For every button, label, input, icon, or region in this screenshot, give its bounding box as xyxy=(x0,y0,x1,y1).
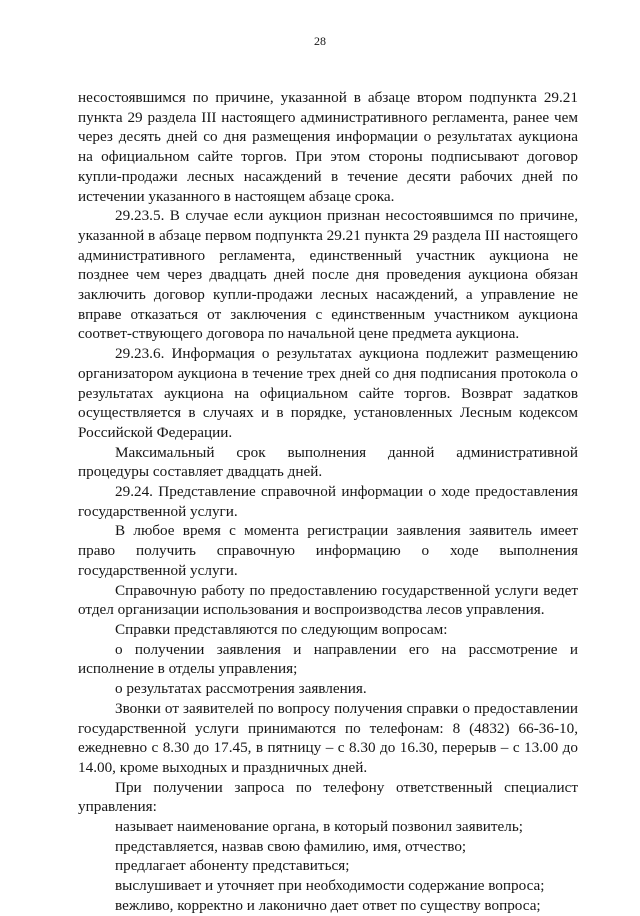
list-item: выслушивает и уточняет при необходимости содержание вопроса; xyxy=(115,877,545,895)
page-number: 28 xyxy=(314,34,326,48)
paragraph-29-24: 29.24. Представление справочной информации о ходе предоставления государственной услуги. xyxy=(78,483,578,520)
paragraph-phone-calls: Звонки от заявителей по вопросу получения справки о предоставлении государственной услуги принимаются по телефонам: 8 (4832) 66-36-10, ежедневно с 8.30 до 17.45, в пятницу – с 8.30 до 16.30, перерыв – с 13.00 до 14.00, кроме выходных и праздничных дней. xyxy=(78,699,578,776)
list-item: предлагает абоненту представиться; xyxy=(115,857,350,875)
paragraph-any-time: В любое время с момента регистрации заявления заявитель имеет право получить справочную информацию о ходе выполнения государственной услуги. xyxy=(78,522,578,579)
paragraph-29-23-5: 29.23.5. В случае если аукцион признан несостоявшимся по причине, указанной в абзаце первом подпункта 29.21 пункта 29 раздела III настоящего административного регламента, единственный участник аукциона не позднее чем через двадцать дней после дня проведения аукциона обязан заключить договор купли-продажи лесных насаждений, а управление не вправе отказаться от заключения с единственным участником аукциона соответ-ствующего договора по начальной цене предмета аукциона. xyxy=(78,207,578,343)
list-item: о получении заявления и направлении его на рассмотрение и исполнение в отделы управления; xyxy=(78,640,578,678)
paragraph-phone-request: При получении запроса по телефону ответственный специалист управления: xyxy=(78,778,578,816)
list-item: представляется, назвав свою фамилию, имя, отчество; xyxy=(115,837,467,855)
list-item: вежливо, корректно и лаконично дает ответ по существу вопроса; xyxy=(115,896,541,914)
paragraph-continuation: несостоявшимся по причине, указанной в абзаце втором подпункта 29.21 пункта 29 раздела III настоящего административного регламента, ранее чем через десять дней со дня размещения информации о результатах аукциона на официальном сайте торгов. При этом стороны подписывают договор купли-продажи лесных насаждений в течение десяти рабочих дней по истечении указанного в настоящем абзаце срока. xyxy=(78,89,578,205)
paragraph-29-23-6: 29.23.6. Информация о результатах аукциона подлежит размещению организатором аукциона в течение трех дней со дня подписания протокола о результатах аукциона на официальном сайте торгов. Возврат задатков осуществляется в случаях и в порядке, установленных Лесным кодексом Российской Федерации. xyxy=(78,345,578,441)
paragraph-topics-intro: Справки представляются по следующим вопросам: xyxy=(115,620,448,638)
paragraph-max-term: Максимальный срок выполнения данной административной процедуры составляет двадцать дней. xyxy=(78,443,578,481)
list-item: называет наименование органа, в который позвонил заявитель; xyxy=(115,818,524,836)
document-body xyxy=(78,88,578,916)
list-item: о результатах рассмотрения заявления. xyxy=(115,680,367,698)
paragraph-reference-work: Справочную работу по предоставлению государственной услуги ведет отдел организации использования и воспроизводства лесов управления. xyxy=(78,581,578,619)
